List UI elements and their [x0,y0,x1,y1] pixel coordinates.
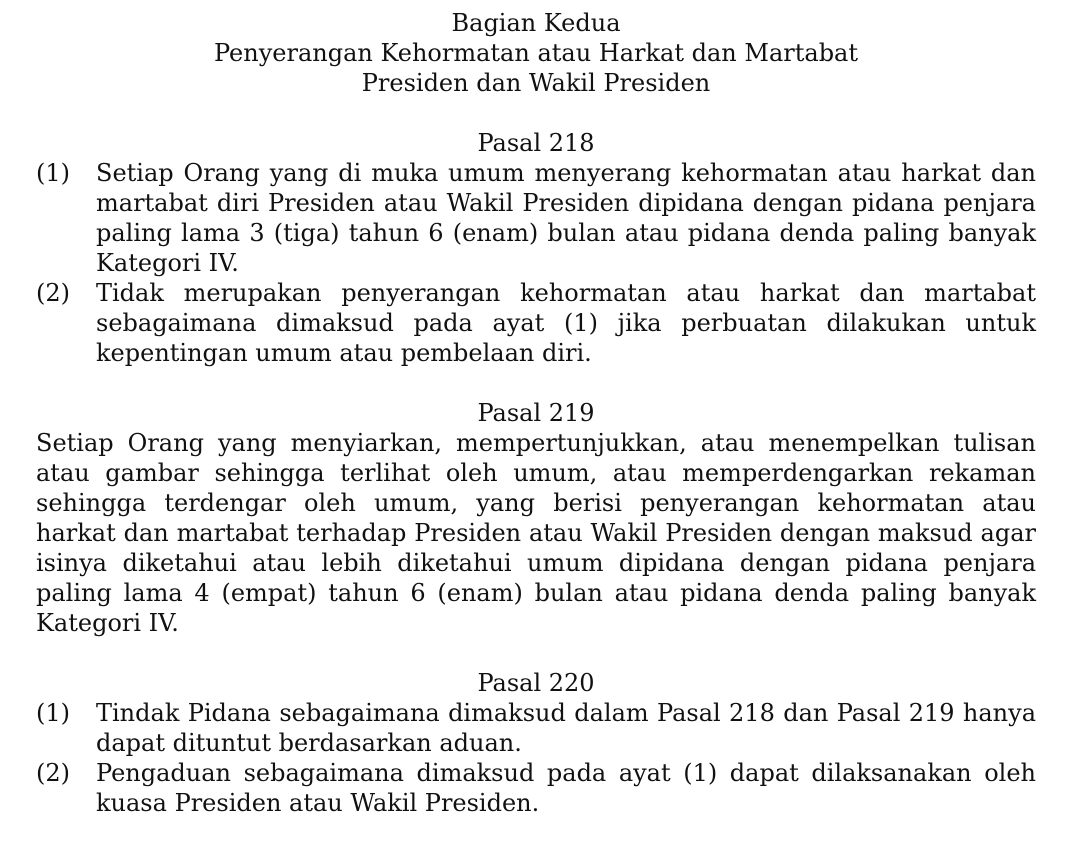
document-page [36,8,1036,848]
part-label: Bagian Kedua [451,9,621,37]
pasal-219-title: Pasal 219 [477,399,595,427]
pasal-220-ayat-1 [36,698,1036,758]
pasal-220-section [36,668,1036,818]
ayat-number: (2) [36,279,70,307]
ayat-text: Setiap Orang yang di muka umum menyerang kehormatan atau harkat dan martabat diri Presiden atau Wakil Presiden dipidana dengan pidana penjara paling lama 3 (tiga) tahun 6 (enam) bulan atau pidana denda paling banyak Kategori IV. [96,159,1036,277]
pasal-218-ayat-2 [36,278,1036,368]
part-title-line-1: Penyerangan Kehormatan atau Harkat dan Martabat [213,39,859,67]
part-heading [36,8,1036,98]
pasal-218-title: Pasal 218 [477,129,595,157]
pasal-219-section [36,398,1036,638]
pasal-218-ayat-1 [36,158,1036,278]
pasal-220-ayat-2 [36,758,1036,818]
pasal-219-text: Setiap Orang yang menyiarkan, mempertunjukkan, atau menempelkan tulisan atau gambar sehingga terlihat oleh umum, atau memperdengarkan rekaman sehingga terdengar oleh umum, yang berisi penyerangan kehormatan atau harkat dan martabat terhadap Presiden atau Wakil Presiden dengan maksud agar isinya diketahui atau lebih diketahui umum dipidana dengan pidana penjara paling lama 4 (empat) tahun 6 (enam) bulan atau pidana denda paling banyak Kategori IV. [36,429,1036,637]
pasal-218-section [36,128,1036,368]
part-title-line-2: Presiden dan Wakil Presiden [361,69,711,97]
ayat-number: (2) [36,759,70,787]
ayat-text: Tidak merupakan penyerangan kehormatan atau harkat dan martabat sebagaimana dimaksud pada ayat (1) jika perbuatan dilakukan untuk kepentingan umum atau pembelaan diri. [96,279,1036,367]
pasal-220-title: Pasal 220 [477,669,595,697]
ayat-text: Tindak Pidana sebagaimana dimaksud dalam Pasal 218 dan Pasal 219 hanya dapat dituntut berdasarkan aduan. [96,699,1036,757]
ayat-number: (1) [36,699,70,727]
ayat-text: Pengaduan sebagaimana dimaksud pada ayat (1) dapat dilaksanakan oleh kuasa Presiden atau Wakil Presiden. [96,759,1036,817]
ayat-number: (1) [36,159,70,187]
